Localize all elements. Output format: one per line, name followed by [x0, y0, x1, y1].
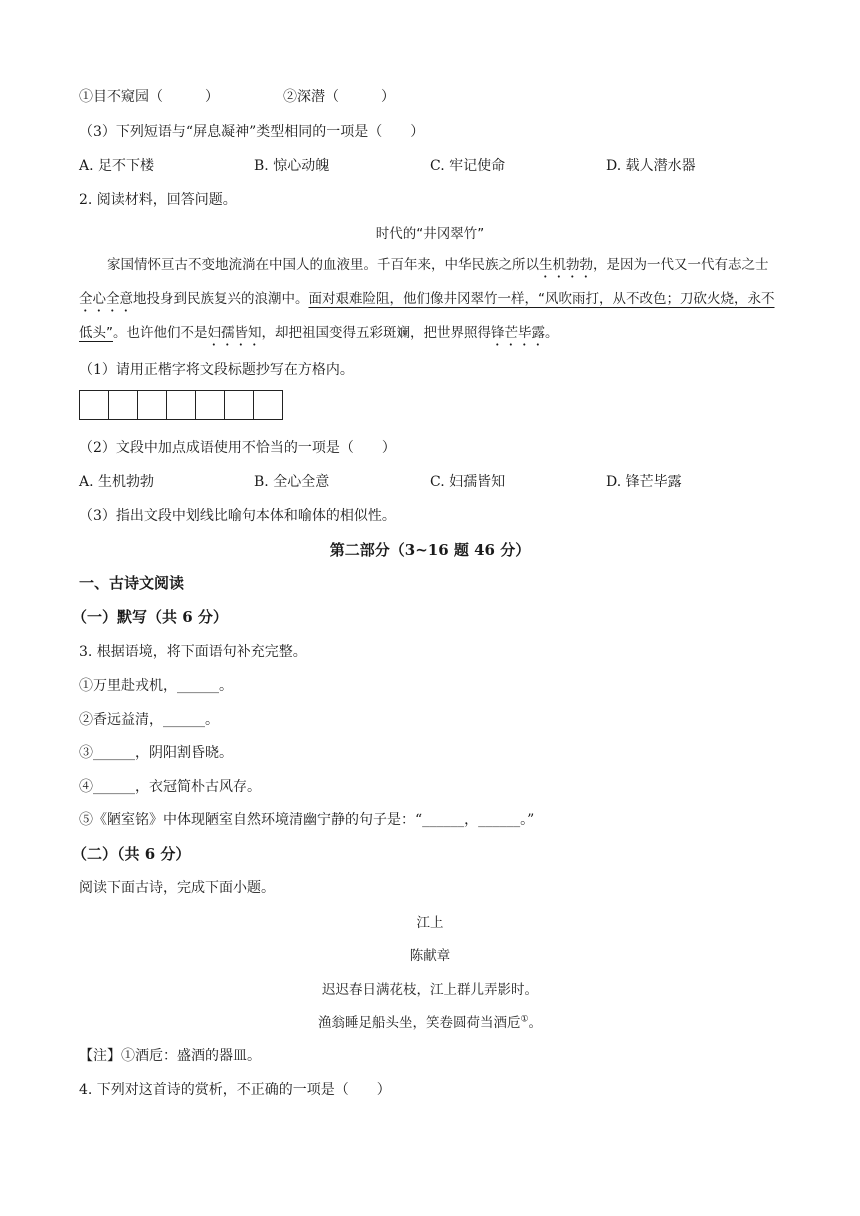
q2-sub3: （3）指出文段中划线比喻句本体和喻体的相似性。 — [79, 508, 396, 524]
grid-cell[interactable] — [253, 390, 283, 420]
q2-sub2: （2）文段中加点成语使用不恰当的一项是（ ） — [79, 440, 396, 456]
q2-sub1: （1）请用正楷字将文段标题抄写在方格内。 — [79, 362, 354, 378]
poem-author: 陈献章 — [409, 948, 451, 964]
q1-option-c: C. 牢记使命 — [430, 158, 506, 174]
section-heading: 一、古诗文阅读 — [79, 574, 185, 592]
grid-cell[interactable] — [166, 390, 196, 420]
dotted-idiom-2: 全心全意 — [79, 291, 133, 307]
grid-cell[interactable] — [79, 390, 109, 420]
q1-option-d: D. 载人潜水器 — [606, 158, 696, 174]
q2-option-b: B. 全心全意 — [254, 474, 330, 490]
dotted-idiom-4: 锋芒毕露 — [491, 325, 545, 341]
poem-title: 江上 — [416, 915, 444, 931]
poem-line-1: 迟迟春日满花枝，江上群儿弄影时。 — [322, 982, 538, 998]
footnote-mark: ① — [520, 1014, 529, 1025]
grid-cell[interactable] — [195, 390, 225, 420]
q2-passage-title: 时代的“井冈翠竹” — [375, 226, 485, 242]
q2-stem: 2. 阅读材料，回答问题。 — [79, 192, 237, 208]
grid-cell[interactable] — [224, 390, 254, 420]
q1-item1: ①目不窥园（ ） — [79, 89, 219, 105]
grid-cell[interactable] — [108, 390, 138, 420]
grid-cell[interactable] — [137, 390, 167, 420]
q4-stem: 4. 下列对这首诗的赏析，不正确的一项是（ ） — [79, 1082, 391, 1098]
q3-stem: 3. 根据语境，将下面语句补充完整。 — [79, 644, 307, 660]
q2-passage: 家国情怀亘古不变地流淌在中国人的血液里。千百年来，中华民族之所以生机勃勃，是因为一代又一代有志之士全心全意地投身到民族复兴的浪潮中。面对艰难险阻，他们像井冈翠竹一样，“风吹雨打，从不改色；刀砍火烧，永不低头”。也许他们不是妇孺皆知，却把祖国变得五彩斑斓，把世界照得锋芒毕露。 — [79, 257, 775, 341]
q3-line-3: ③______，阴阳割昏晓。 — [79, 745, 233, 761]
q3-line-4: ④______，衣冠简朴古风存。 — [79, 779, 261, 795]
q1-item2: ②深潜（ ） — [283, 89, 395, 105]
poem-line-2: 渔翁睡足船头坐，笑卷圆荷当酒卮①。 — [317, 1014, 543, 1031]
dotted-idiom-3: 妇孺皆知 — [207, 325, 262, 341]
underlined-simile: 面对艰难险阻，他们像井冈翠竹一样，“风吹雨打，从不改色；刀砍火烧，永不低头” — [79, 291, 775, 341]
q1-option-b: B. 惊心动魄 — [254, 158, 330, 174]
q3-line-2: ②香远益清，______。 — [79, 712, 219, 728]
q1-sub3: （3）下列短语与“屏息凝神”类型相同的一项是（ ） — [79, 124, 425, 140]
subsection-b: （二）（共 6 分） — [72, 845, 191, 863]
q3-line-1: ①万里赴戎机，______。 — [79, 678, 233, 694]
q2-option-d: D. 锋芒毕露 — [606, 474, 682, 490]
poem-note: 【注】①酒卮：盛酒的器皿。 — [79, 1048, 261, 1064]
q3-line-5: ⑤《陋室铭》中体现陋室自然环境清幽宁静的句子是：“______，______。” — [79, 812, 535, 828]
subsection-a: （一）默写（共 6 分） — [72, 608, 228, 626]
q1-option-a: A. 足不下楼 — [79, 158, 155, 174]
writing-grid[interactable] — [79, 390, 282, 420]
q2-option-a: A. 生机勃勃 — [79, 474, 155, 490]
part2-heading: 第二部分（3~16 题 46 分） — [329, 541, 531, 559]
read-instruction: 阅读下面古诗，完成下面小题。 — [79, 880, 275, 896]
q2-option-c: C. 妇孺皆知 — [430, 474, 506, 490]
dotted-idiom-1: 生机勃勃 — [539, 257, 593, 273]
